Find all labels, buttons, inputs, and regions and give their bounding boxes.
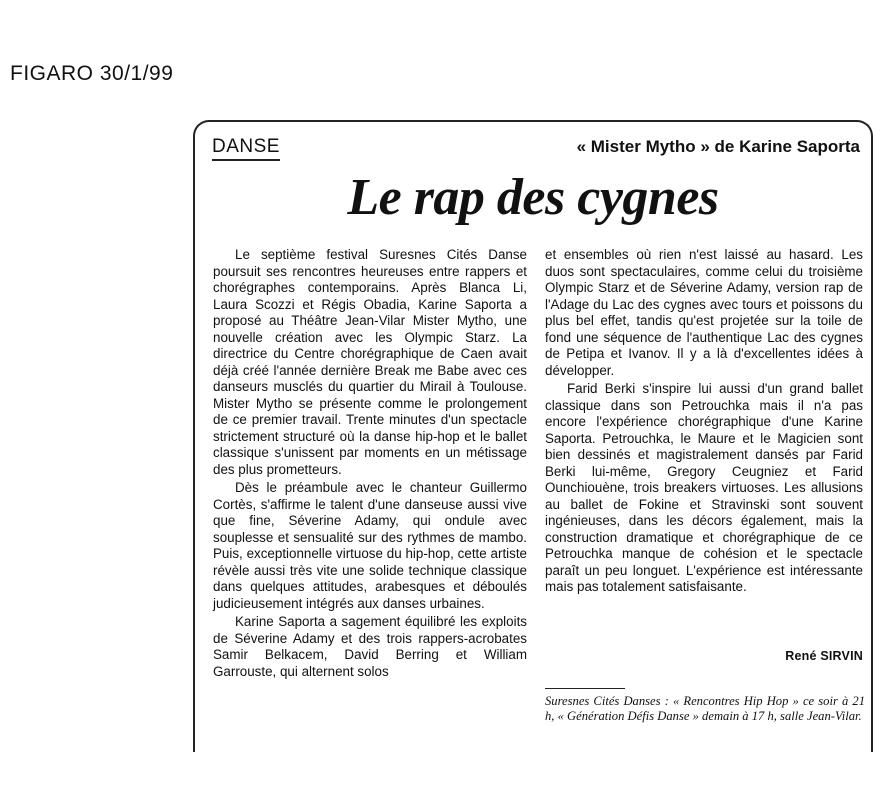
paragraph: Farid Berki s'inspire lui aussi d'un grand ballet classique dans son Petrouchka mais il n'a pas encore l'expérience chorégraphique d'une Karine Saporta. Petrouchka, le Maure et le Magicien sont bien dessinés et magistralement dansés par Farid Berki lui-même, Gregory Ceugniez et Farid Ounchiouène, trois breakers virtuoses. Les allusions au ballet de Fokine et Stravinski sont souvent ingénieuses, dans les décors également, mais la construction dramatique et chorégraphique de ce Petrouchka manque de cohésion et le spectacle paraît un peu longuet. L'expérience est intéressante mais pas totalement satisfaisante. xyxy=(545,381,863,594)
article-clipping xyxy=(193,120,873,752)
right-column xyxy=(545,247,863,596)
author-signature: René SIRVIN xyxy=(785,649,863,663)
column-rule xyxy=(872,152,873,752)
source-stamp: FIGARO 30/1/99 xyxy=(10,62,174,85)
paragraph: et ensembles où rien n'est laissé au hasard. Les duos sont spectaculaires, comme celui du troisième Olympic Starz et de Séverine Adamy, version rap de l'Adage du Lac des cygnes avec tours et poissons du plus bel effet, tandis qu'est projetée sur la toile de fond une séquence de l'authentique Lac des cygnes de Petipa et Ivanov. Il y a là d'excellentes idées à développer. xyxy=(545,247,863,378)
paragraph: Le septième festival Suresnes Cités Danse poursuit ses rencontres heureuses entre rappers et chorégraphes contemporains. Après Blanca Li, Laura Scozzi et Régis Obadia, Karine Saporta a proposé au Théâtre Jean-Vilar Mister Mytho, une nouvelle création avec les Olympic Starz. La directrice du Centre chorégraphique de Caen avait déjà créé l'année dernière Break me Babe avec ces danseurs musclés du quartier du Mirail à Toulouse. Mister Mytho se présente comme le prolongement de ce premier travail. Trente minutes d'un spectacle strictement structuré où la danse hip-hop et le ballet classique s'unissent par moments en un métissage des plus prometteurs. xyxy=(213,247,527,477)
event-info: Suresnes Cités Danses : « Rencontres Hip Hop » ce soir à 21 h, « Génération Défis Danse » demain à 17 h, salle Jean-Vilar. xyxy=(545,694,865,723)
article-headline: Le rap des cygnes xyxy=(347,169,719,226)
paragraph: Dès le préambule avec le chanteur Guillermo Cortès, s'affirme le talent d'une danseuse aussi vive que fine, Séverine Adamy, qui ondule avec souplesse et sensualité sur des rythmes de mambo. Puis, exceptionnelle virtuose du hip-hop, cette artiste révèle aussi très vite une solide technique classique dans quelques attitudes, arabesques et déboulés judicieusement intégrés aux danses urbaines. xyxy=(213,480,527,611)
left-column xyxy=(213,247,527,680)
divider xyxy=(545,688,625,689)
paragraph: Karine Saporta a sagement équilibré les exploits de Séverine Adamy et des trois rappers-acrobates Samir Belkacem, David Berring et William Garrouste, qui alternent solos xyxy=(213,614,527,679)
rubric-label: DANSE xyxy=(212,136,280,161)
article-subtitle: « Mister Mytho » de Karine Saporta xyxy=(576,137,860,156)
